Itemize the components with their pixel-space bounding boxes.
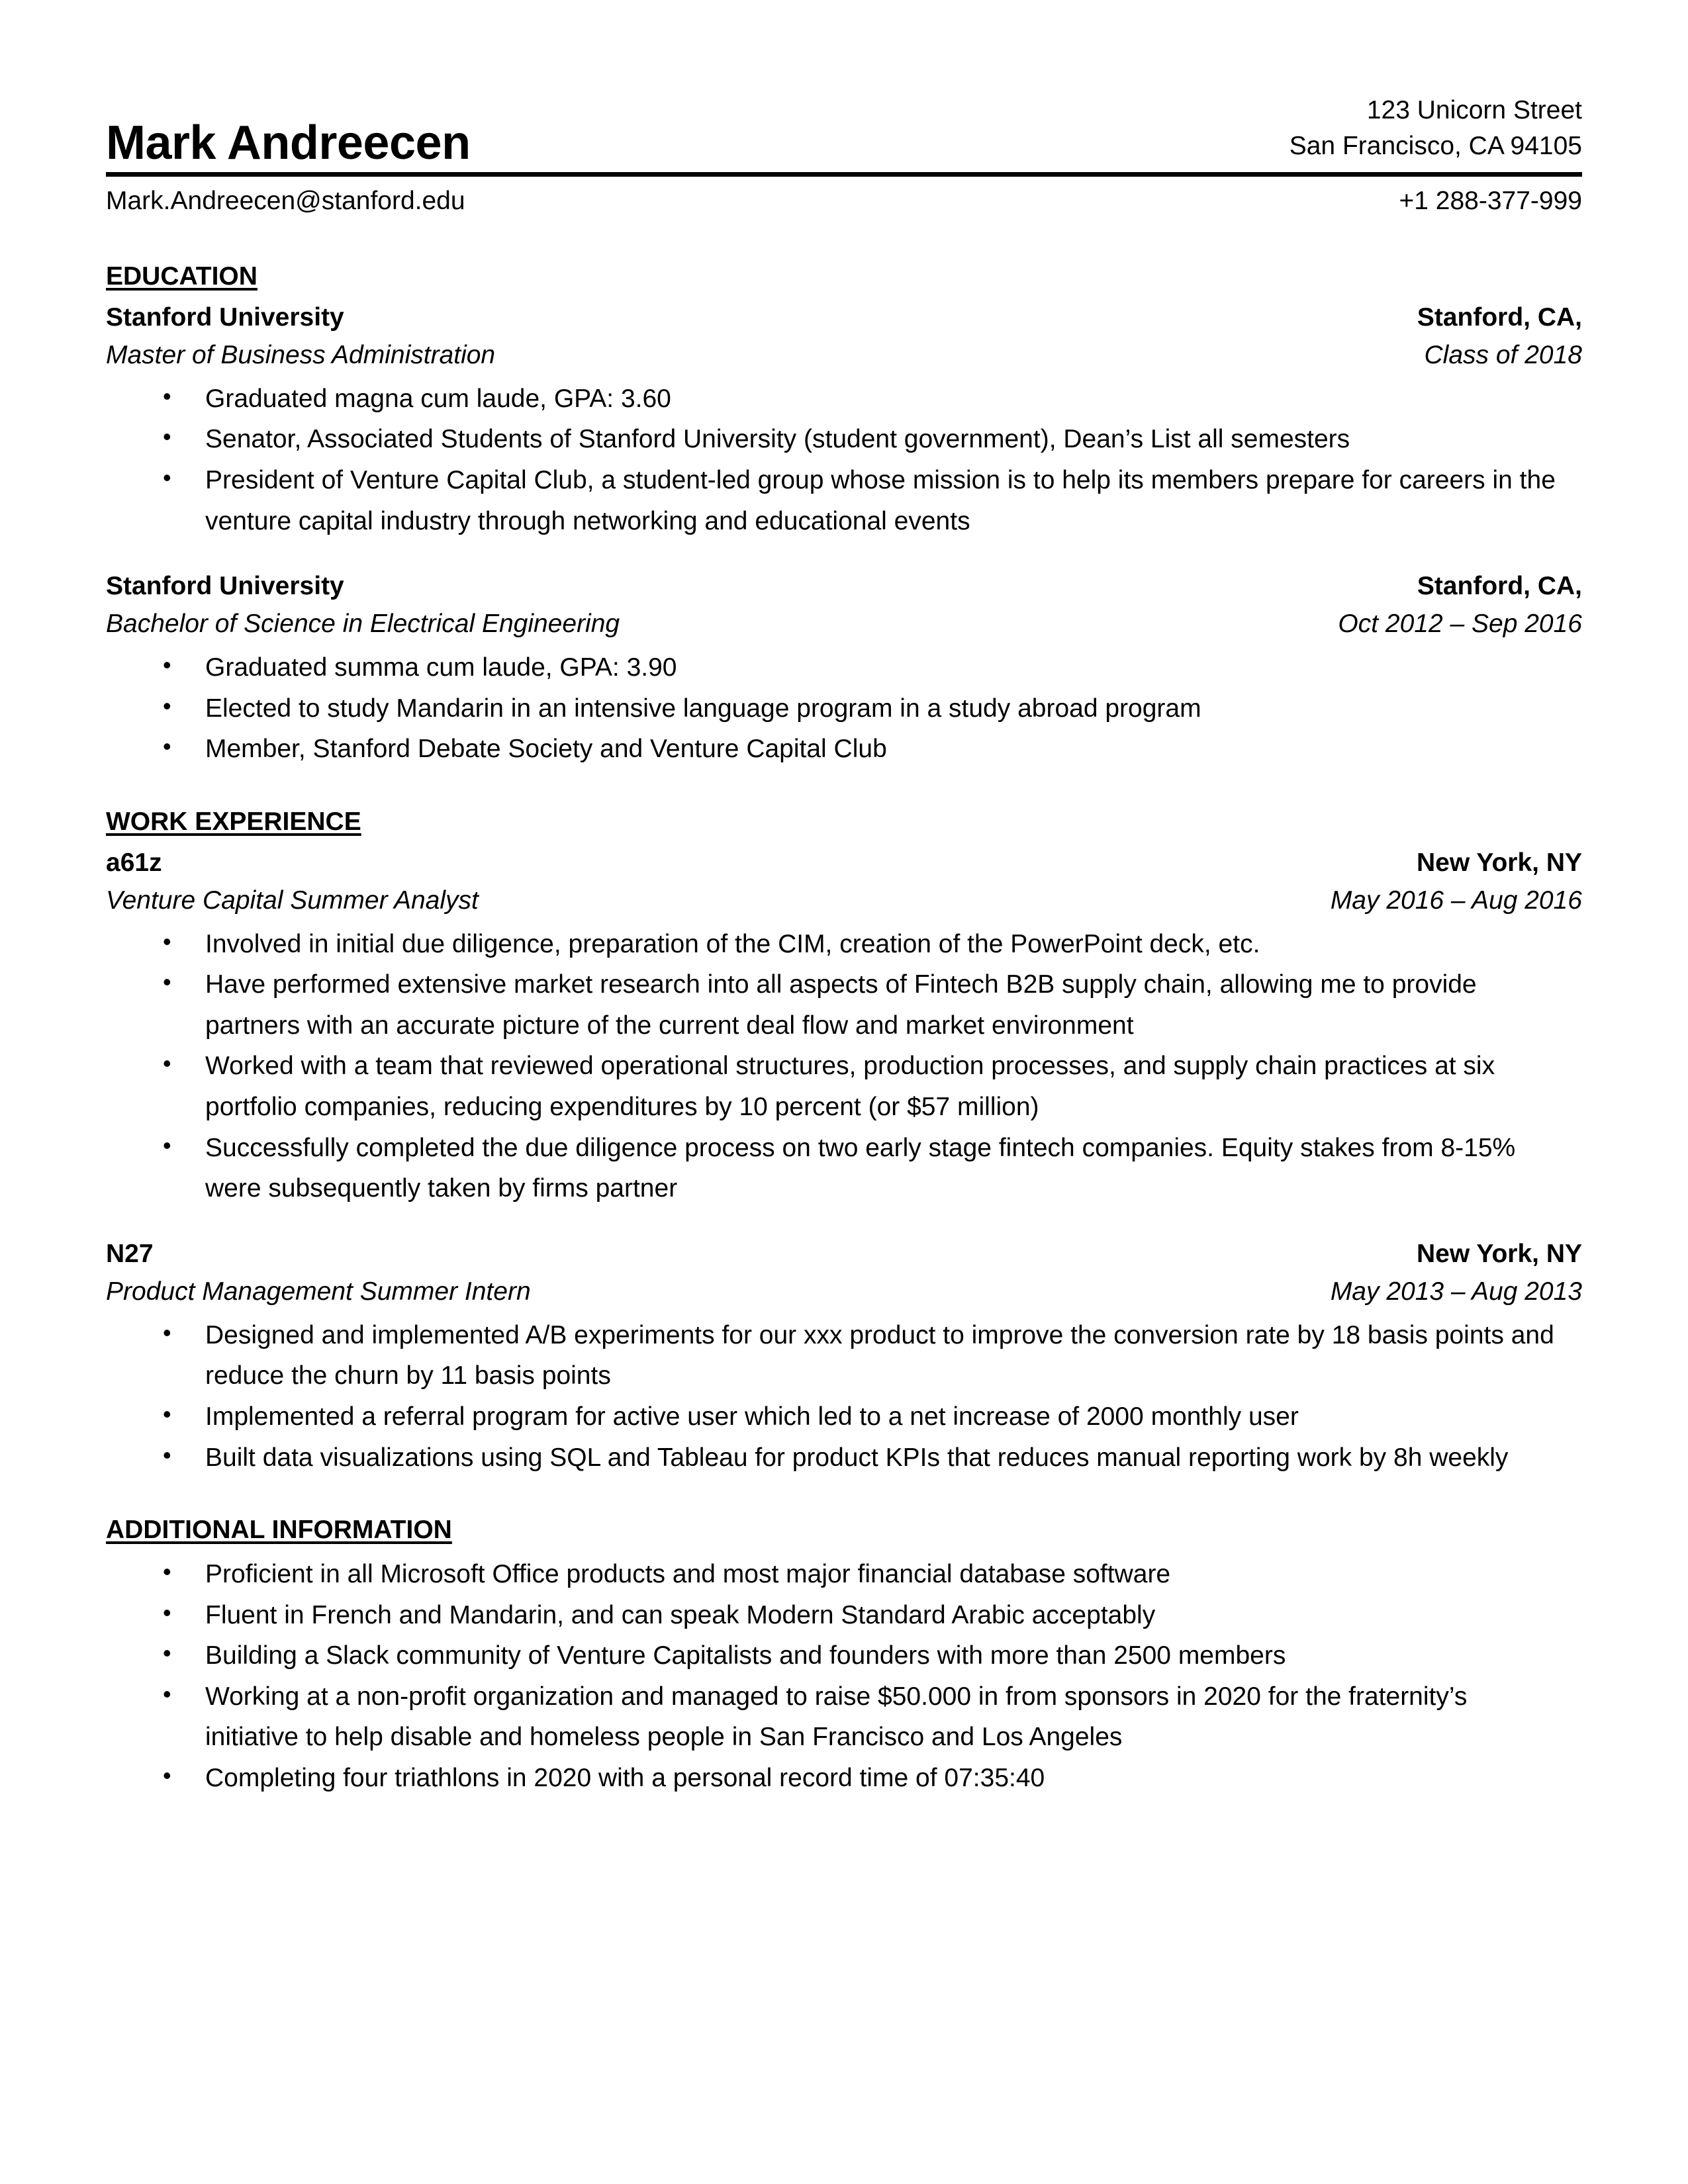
bullet-item: • Successfully completed the due diligence process on two early stage fintech companies. Equity stakes from 8-15% were subsequently taken by firms partner xyxy=(106,1128,1569,1209)
bullet-list xyxy=(106,379,1556,541)
entry-org-row xyxy=(106,844,1582,882)
bullet-list xyxy=(106,1315,1554,1478)
bullet-item: • Member, Stanford Debate Society and Venture Capital Club xyxy=(106,729,1569,770)
entry-n27 xyxy=(106,1236,1582,1478)
date-range: Class of 2018 xyxy=(1424,340,1582,369)
organization-name: Stanford University xyxy=(106,572,344,601)
address-line-1: 123 Unicorn Street xyxy=(1366,96,1582,124)
bullet-item: • Graduated summa cum laude, GPA: 3.90 xyxy=(106,647,1569,688)
role-title: Venture Capital Summer Analyst xyxy=(106,886,479,915)
entry-org-row xyxy=(106,1236,1582,1273)
contact-address xyxy=(1289,93,1582,168)
bullet-item: • Proficient in all Microsoft Office products and most major financial database software xyxy=(106,1554,1556,1595)
role-title: Product Management Summer Intern xyxy=(106,1277,531,1306)
candidate-name: Mark Andreecen xyxy=(106,116,471,170)
date-range: May 2016 – Aug 2016 xyxy=(1330,886,1582,915)
resume-header xyxy=(106,93,1582,177)
bullet-item: • Working at a non-profit organization and managed to raise $50.000 in from sponsors in 2020 for the fraternity’s initiative to help disable and homeless people in San Francisco and Los Angeles xyxy=(106,1676,1556,1758)
organization-name: Stanford University xyxy=(106,302,344,332)
role-title: Bachelor of Science in Electrical Engineering xyxy=(106,610,620,639)
bullet-item: • Graduated magna cum laude, GPA: 3.60 xyxy=(106,379,1569,420)
organization-location: New York, NY xyxy=(1417,1239,1582,1268)
organization-name: a61z xyxy=(106,848,162,877)
entry-role-row xyxy=(106,606,1582,643)
bullet-item: • Built data visualizations using SQL and Tableau for product KPIs that reduces manual reporting work by 8h weekly xyxy=(106,1437,1569,1479)
entry-role-row xyxy=(106,1273,1582,1311)
resume-sections xyxy=(106,261,1582,1799)
entry-org-row xyxy=(106,568,1582,606)
bullet-item: • Worked with a team that reviewed operational structures, production processes, and supply chain practices at six portfolio companies, reducing expenditures by 10 percent (or $57 million) xyxy=(106,1046,1569,1127)
bullet-item: • Completing four triathlons in 2020 with a personal record time of 07:35:40 xyxy=(106,1758,1556,1799)
section-heading: EDUCATION xyxy=(106,262,258,291)
section-heading: ADDITIONAL INFORMATION xyxy=(106,1516,452,1545)
bullet-list xyxy=(106,924,1529,1209)
bullet-item: • Have performed extensive market research into all aspects of Fintech B2B supply chain, allowing me to provide partners with an accurate picture of the current deal flow and market environment xyxy=(106,964,1569,1046)
date-range: May 2013 – Aug 2013 xyxy=(1330,1277,1582,1306)
bullet-item: • Designed and implemented A/B experiments for our xxx product to improve the conversion rate by 18 basis points and reduce the churn by 11 basis points xyxy=(106,1315,1569,1396)
section-additional-information xyxy=(106,1515,1529,1798)
entry-stanford-university xyxy=(106,299,1582,541)
email-address[interactable]: Mark.Andreecen@stanford.edu xyxy=(106,186,465,215)
section-education xyxy=(106,261,1582,770)
entry-role-row xyxy=(106,882,1582,920)
bullet-list xyxy=(106,647,1529,770)
entry-a61z xyxy=(106,844,1582,1209)
role-title: Master of Business Administration xyxy=(106,340,496,369)
section-heading: WORK EXPERIENCE xyxy=(106,807,361,836)
phone-number[interactable]: +1 288-377-999 xyxy=(1399,186,1582,215)
entry-stanford-university xyxy=(106,568,1582,770)
bullet-item: • Senator, Associated Students of Stanford University (student government), Dean’s List all semesters xyxy=(106,419,1569,460)
bullet-list xyxy=(106,1554,1529,1799)
contact-subheader xyxy=(106,182,1582,221)
bullet-item: • Elected to study Mandarin in an intensive language program in a study abroad program xyxy=(106,688,1569,729)
section-work-experience xyxy=(106,807,1582,1478)
address-line-2: San Francisco, CA 94105 xyxy=(1289,131,1582,160)
organization-name: N27 xyxy=(106,1239,154,1268)
bullet-item: • Building a Slack community of Venture Capitalists and founders with more than 2500 members xyxy=(106,1635,1556,1676)
organization-location: Stanford, CA, xyxy=(1417,572,1582,601)
bullet-item: • Involved in initial due diligence, preparation of the CIM, creation of the PowerPoint deck, etc. xyxy=(106,924,1569,965)
entry-role-row xyxy=(106,337,1582,375)
organization-location: Stanford, CA, xyxy=(1417,302,1582,332)
bullet-item: • Implemented a referral program for active user which led to a net increase of 2000 monthly user xyxy=(106,1396,1569,1437)
organization-location: New York, NY xyxy=(1417,848,1582,877)
date-range: Oct 2012 – Sep 2016 xyxy=(1338,610,1582,639)
bullet-item: • Fluent in French and Mandarin, and can speak Modern Standard Arabic acceptably xyxy=(106,1595,1556,1636)
bullet-item: • President of Venture Capital Club, a student-led group whose mission is to help its members prepare for careers in the venture capital industry through networking and educational events xyxy=(106,460,1569,541)
entry-org-row xyxy=(106,299,1582,337)
